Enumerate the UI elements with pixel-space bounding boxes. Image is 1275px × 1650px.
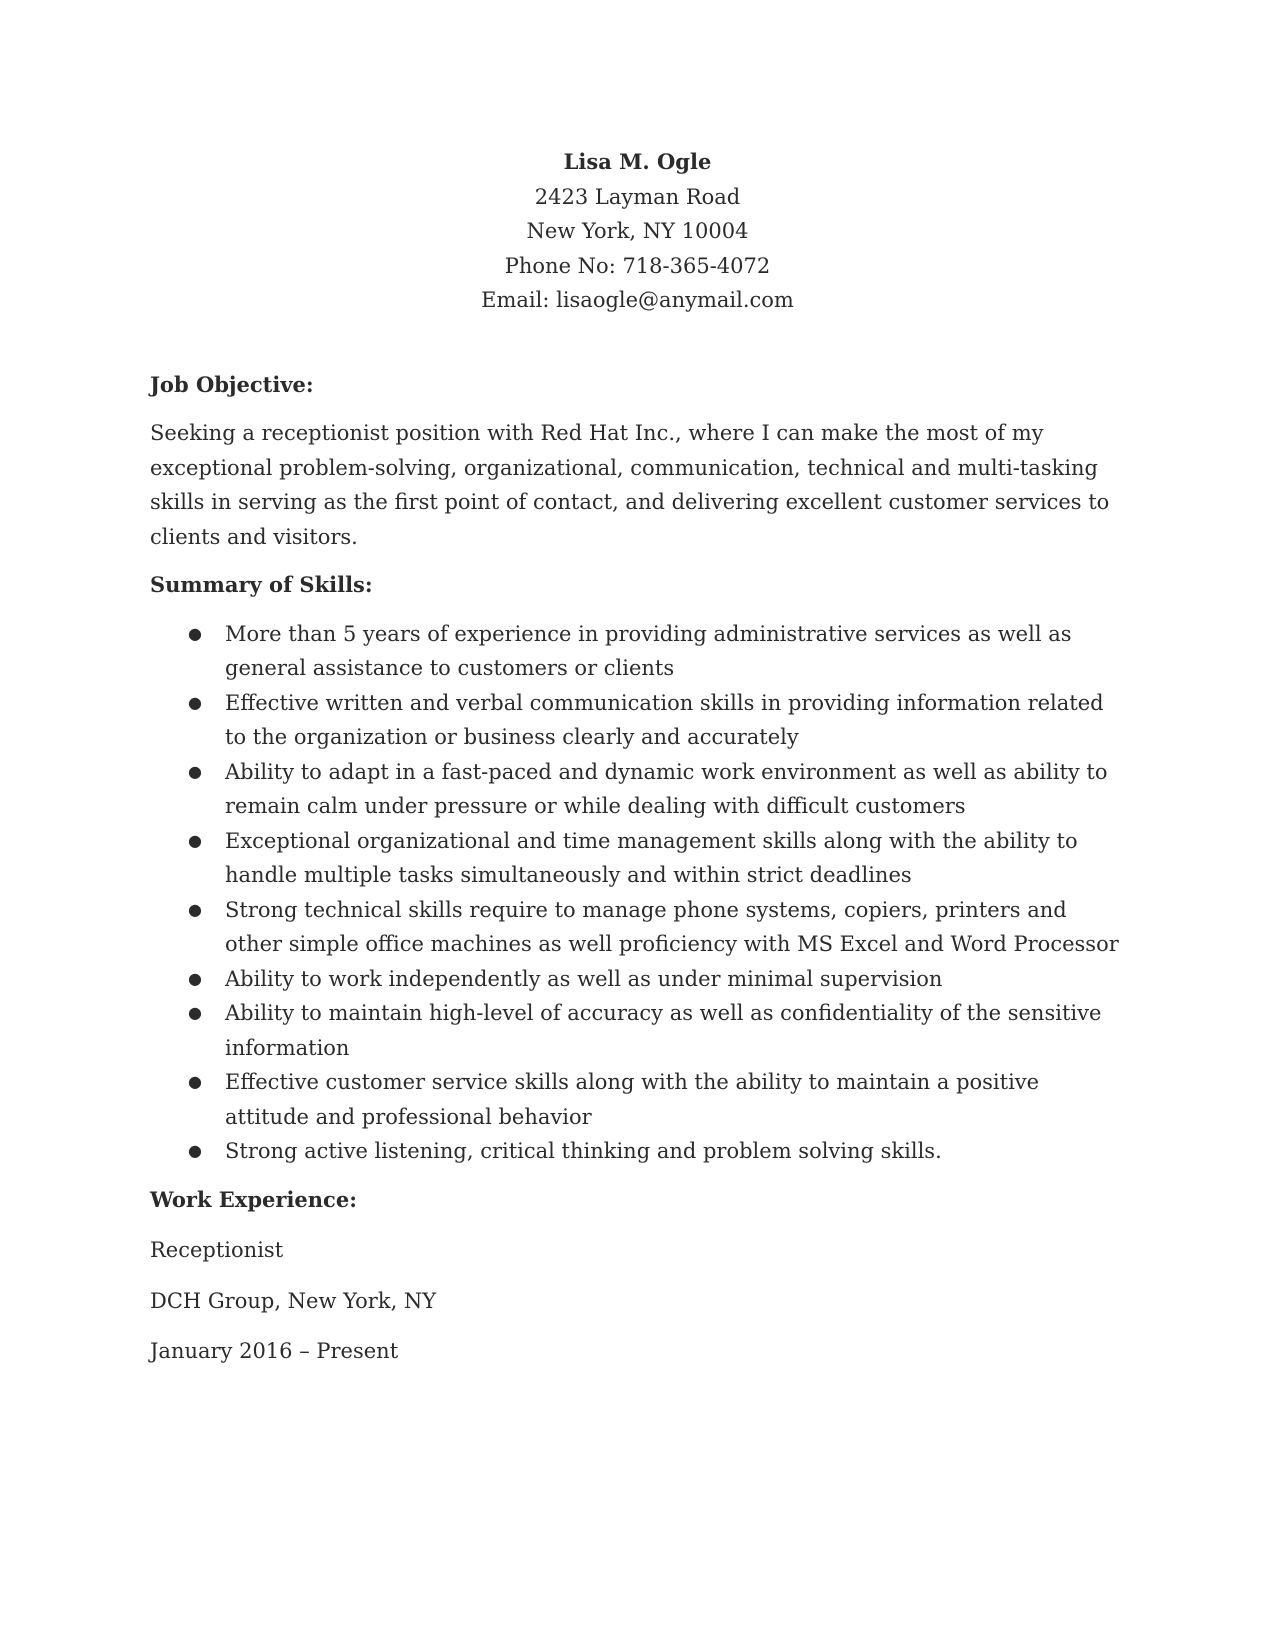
job-title: Receptionist (150, 1238, 284, 1262)
skill-item (188, 686, 1125, 755)
skill-text: Ability to maintain high-level of accuracy as well as confidentiality of the sensitive information (225, 1001, 1102, 1060)
job-objective-text: Seeking a receptionist position with Red Hat Inc., where I can make the most of my exceptional problem-solving, organizational, communication, technical and multi-tasking skills in serving as the first point of contact, and delivering excellent customer services to clients and visitors. (150, 421, 1110, 549)
skill-item (188, 755, 1125, 824)
skill-text: Ability to work independently as well as under minimal supervision (225, 966, 943, 991)
bullet-icon: ● (188, 968, 202, 988)
skill-text: Strong active listening, critical thinking and problem solving skills. (225, 1139, 942, 1163)
bullet-icon: ● (188, 761, 202, 781)
skill-text: More than 5 years of experience in providing administrative services as well as general assistance to customers or clients (225, 621, 1072, 680)
skill-text: Exceptional organizational and time management skills along with the ability to handle multiple tasks simultaneously and within strict deadlines (225, 828, 1078, 887)
skill-text: Effective customer service skills along with the ability to maintain a positive attitude and professional behavior (225, 1070, 1040, 1129)
bullet-icon: ● (188, 830, 202, 850)
contact-header (150, 145, 1125, 318)
skill-text: Ability to adapt in a fast-paced and dynamic work environment as well as ability to remain calm under pressure or while dealing with difficult customers (225, 759, 1108, 818)
skill-item (188, 996, 1125, 1065)
bullet-icon: ● (188, 692, 202, 712)
job-objective-heading: Job Objective: (150, 371, 314, 397)
skill-item (188, 1134, 1125, 1169)
skill-text: Strong technical skills require to manage phone systems, copiers, printers and other simple office machines as well proficiency with MS Excel and Word Processor (225, 897, 1119, 956)
skills-list (150, 617, 1125, 1169)
bullet-icon: ● (188, 1141, 202, 1160)
bullet-icon: ● (188, 623, 202, 643)
skill-item (188, 1065, 1125, 1134)
employment-dates: January 2016 – Present (150, 1339, 399, 1363)
employer-location: DCH Group, New York, NY (150, 1288, 437, 1313)
applicant-name: Lisa M. Ogle (563, 149, 712, 174)
phone-number: Phone No: 718-365-4072 (504, 253, 771, 278)
skill-text: Effective written and verbal communication skills in providing information related to the organization or business clearly and accurately (225, 690, 1104, 749)
skill-item (188, 962, 1125, 997)
resume-content (150, 145, 1125, 1369)
skill-item (188, 617, 1125, 686)
skills-summary-heading: Summary of Skills: (150, 572, 373, 597)
work-experience-heading: Work Experience: (150, 1186, 357, 1212)
bullet-icon: ● (188, 899, 202, 919)
bullet-icon: ● (188, 1072, 202, 1091)
email-address: Email: lisaogle@anymail.com (481, 288, 794, 312)
skill-item (188, 893, 1125, 962)
address-line-2: New York, NY 10004 (526, 219, 749, 243)
address-line-1: 2423 Layman Road (534, 184, 741, 209)
bullet-icon: ● (188, 1003, 202, 1022)
skill-item (188, 824, 1125, 893)
